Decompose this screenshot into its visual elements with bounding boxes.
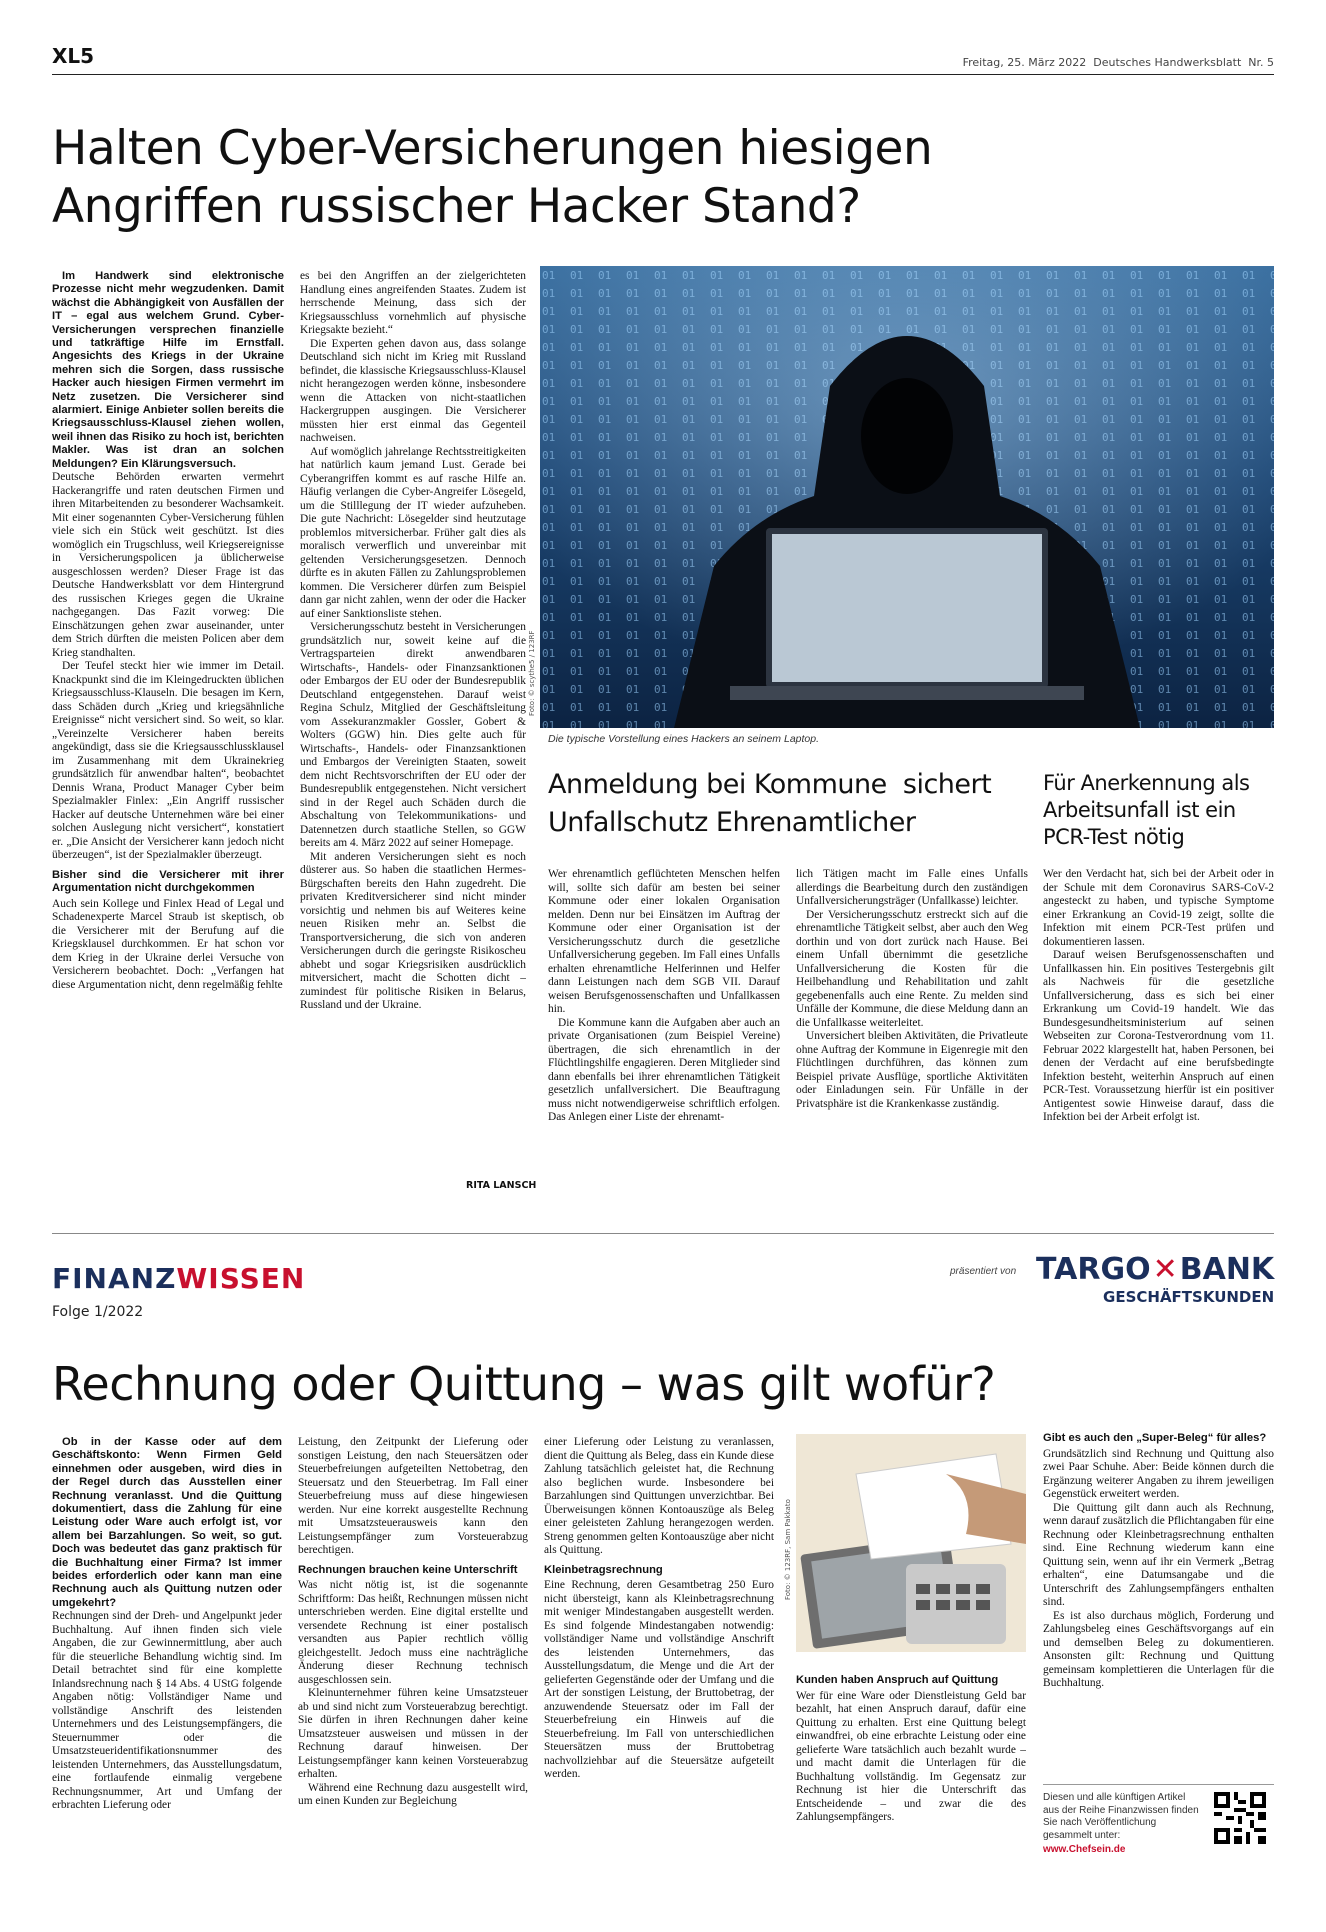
finanzwissen-logo-part2: WISSEN <box>176 1262 306 1295</box>
finanz-subheading: Gibt es auch den „Super-Beleg“ für alles? <box>1043 1432 1267 1444</box>
cyber-headline <box>52 120 932 236</box>
finanzwissen-logo-part1: FINANZ <box>52 1262 177 1295</box>
cyber-subheading: Bisher sind die Versicherer mit ihrer Argumentation nicht durchgekommen <box>52 868 284 895</box>
sponsor-subtitle: GESCHÄFTSKUNDEN <box>1103 1288 1275 1306</box>
cyber-para: Auch sein Kollege und Finlex Head of Legal und Schadenexperte Marcel Straub ist skeptisch, ob die Versicherer mit der Berufung auf die Kriegsklausel durchkommen. Er hat schon vor dem Krieg in der Ukraine derlei Versuche von Versicherern beobachtet. Doch: „Verfangen hat diese Argumentation nicht, denn regelmäßig fehlte <box>52 897 284 991</box>
finanz-para: einer Lieferung oder Leistung zu veranlassen, dient die Quittung als Beleg, dass ein Kunde diese Zahlung tatsächlich geleistet hat, die Rechnung also beglichen wurde. Insbesondere bei Barzahlungen sind Quittungen unverzichtbar. Bei Überweisungen können Kontoauszüge als Beleg einer geleisteten Zahlung herangezogen werden. Streng genommen gelten Kontoauszüge aber nicht als Quittung. <box>544 1436 774 1556</box>
finanz-para: Leistung, den Zeitpunkt der Lieferung oder sonstigen Leistung, den nach Steuersätzen oder Steuerbefreiungen aufgeteilten Nettobetrag, den Steuersatz und den Steuerbetrag. Im Fall einer Steuerbefreiung muss auf diese hingewiesen werden. Nur eine korrekt ausgestellte Rechnung mit Umsatzsteuerausweis kann den Leistungsempfänger zum Vorsteuerabzug berechtigen. <box>298 1436 528 1556</box>
cyber-para: Auf womöglich jahrelange Rechtsstreitigkeiten hat natürlich kaum jemand Lust. Gerade bei Cyberangriffen kommt es auf rasche Hilfe an. Häufig verlangen die Cyber-Angreifer Lösegeld, um die Stilllegung der IT wieder aufzuheben. Die gute Nachricht: Lösegelder sind heutzutage problemlos mitversicherbar. Früher galt dies als moralisch verwerflich und unvereinbar mit geltenden Versicherungsgesetzen. Dennoch dürfte es in akuten Fällen zu Zahlungsproblemen kommen. Die Versicherer dürfen zum Beispiel dann gar nicht zahlen, wenn der oder die Hacker auf einer Sanktionsliste stehen. <box>300 445 526 620</box>
section-label: XL5 <box>52 44 95 68</box>
finance-photo <box>796 1434 1026 1652</box>
sponsor-logo <box>1036 1254 1274 1308</box>
ehrenamt-para: Wer ehrenamtlich geflüchteten Menschen helfen will, sollte sich dafür am besten bei seiner Kommune oder einer lokalen Organisation melden. Denn nur bei Einsätzen im Auftrag der Kommune oder einer Organisation ist der Versicherungsschutz durch die gesetzliche Unfallversicherung gegeben. Im Fall eines Unfalls erhalten ehrenamtliche Helferinnen und Helfer dann Leistungen nach dem SGB VII. Darauf weisen Berufsgenossenschaften und Unfallkassen hin. <box>548 868 780 1015</box>
sponsor-name-part2: BANK <box>1179 1252 1275 1287</box>
qr-code-icon[interactable] <box>1214 1792 1266 1844</box>
finanz-column-4 <box>796 1674 1026 1886</box>
pcr-para: Wer den Verdacht hat, sich bei der Arbeit oder in der Schule mit dem Coronavirus SARS-CoV-2 angesteckt zu haben, und typische Symptome einer Erkrankung an Covid-19 zeigt, sollte die Infektion mit einem PCR-Test prüfen und dokumentieren lassen. <box>1043 868 1274 948</box>
dateline: Freitag, 25. März 2022 Deutsches Handwerksblatt Nr. 5 <box>962 56 1274 69</box>
ehrenamt-para: lich Tätigen macht im Falle eines Unfalls allerdings die Bearbeitung durch den zuständigen Unfallversicherungsträger (Unfallkasse) leichter. <box>796 868 1028 907</box>
finanz-subheading: Kunden haben Anspruch auf Quittung <box>796 1674 999 1686</box>
finanz-column-5 <box>1043 1432 1274 1754</box>
finanz-subheading: Rechnungen brauchen keine Unterschrift <box>298 1563 518 1576</box>
image-caption: Die typische Vorstellung eines Hackers an seinem Laptop. <box>548 733 820 745</box>
pcr-headline-line2: Arbeitsunfall ist ein <box>1043 798 1236 822</box>
info-box <box>1043 1792 1203 1857</box>
photo-credit: Foto: © scythe5 / 123RF <box>528 630 536 716</box>
finanz-column-2 <box>298 1436 528 1884</box>
finanz-para: Wer für eine Ware oder Dienstleistung Geld bar bezahlt, hat einen Anspruch darauf, dafür eine Quittung zu erhalten. Erst eine Quittung belegt einwandfrei, ob eine erbrachte Leistung oder eine gelieferte Ware tatsächlich auch bezahlt wurde – und macht damit die Unterlagen für die Buchhaltung vollständig. Im Gegensatz zur Rechnung ist hier die Unterschrift das Entscheidende – und zwar die des Zahlungsempfängers. <box>796 1689 1026 1823</box>
finance-illustration <box>796 1434 1026 1652</box>
finanz-para: Die Quittung gilt dann auch als Rechnung, wenn darauf zusätzlich die Pflichtangaben für eine Rechnung oder Kleinbetragsrechnung enthalten sind. Eine Rechnung wiederum kann eine Quittung sein, wenn auf ihr ein Vermerk „Betrag erhalten“, eine Datumsangabe und die Unterschrift des Zahlungsempfängers enthalten sind. <box>1043 1501 1274 1608</box>
info-link[interactable]: www.Chefsein.de <box>1043 1844 1126 1855</box>
ehrenamt-column-2 <box>796 868 1028 1196</box>
sponsor-x-icon: ✕ <box>1152 1252 1178 1287</box>
finanz-para: Es ist also durchaus möglich, Forderung und Zahlungsbeleg eines Geschäftsvorgangs auf ein und demselben Beleg zu dokumentieren. Ansonsten gilt: Rechnung und Quittung gemeinsam komplettieren die Unterlagen für die Buchhaltung. <box>1043 1609 1274 1689</box>
cyber-lead: Im Handwerk sind elektronische Prozesse nicht mehr wegzudenken. Damit wächst die Abhängigkeit von Ausfällen der IT – egal aus welchem Grund. Cyber-Versicherungen versprechen finanzielle und tatkräftige Hilfe im Ernstfall. Angesichts des Kriegs in der Ukraine mehren sich die Sorgen, dass russische Hacker auch hiesigen Firmen vermehrt im Netz zusetzen. Die Versicherer sind alarmiert. Einige Anbieter sollen bereits die Kriegsausschluss-Klausel ziehen wollen, weil ihnen das Risiko zu hoch ist, berichten Makler. Was ist dran an solchen Meldungen? Ein Klärungsversuch. <box>52 270 284 470</box>
presented-by: präsentiert von <box>950 1266 1017 1277</box>
ehrenamt-para: Die Kommune kann die Aufgaben aber auch an private Organisationen (zum Beispiel Vereine) übertragen, die sich ehrenamtlich in der Flüchtlingshilfe engagieren. Deren Mitglieder sind dann ebenfalls bei ihrer ehrenamtlichen Tätigkeit gesetzlich unfallversichert. Die Beauftragung muss nicht notwendigerweise schriftlich erfolgen. Das Anlegen einer Liste der ehrenamt- <box>548 1016 780 1123</box>
info-text: Diesen und alle künftigen Artikel aus der Reihe Finanzwissen finden Sie nach Veröffentlichung gesammelt unter: <box>1043 1792 1199 1841</box>
sponsor-name-part1: TARGO <box>1036 1252 1151 1287</box>
finanz-column-1 <box>52 1436 282 1884</box>
finanz-para: Grundsätzlich sind Rechnung und Quittung also zwei Paar Schuhe. Aber: Beide können durch die Ergänzung weiterer Angaben zu ihrem jeweiligen Gegenstück erweitert werden. <box>1043 1447 1274 1500</box>
cyber-para: Die Experten gehen davon aus, dass solange Deutschland sich nicht im Krieg mit Russland befindet, die klassische Kriegsausschluss-Klausel nicht herangezogen werden könne, insbesondere wenn die Attacken von nicht-staatlichen Hackergruppen ausgingen. Die Versicherer müssten hier erst einmal das Gegenteil nachweisen. <box>300 337 526 444</box>
cyber-column-1 <box>52 270 284 1190</box>
hacker-illustration <box>540 266 1274 728</box>
pcr-headline <box>1043 770 1250 851</box>
finance-photo-credit: Foto: © 123RF, Sam Pakkato <box>784 1499 792 1600</box>
pcr-para: Darauf weisen Berufsgenossenschaften und Unfallkassen hin. Ein positives Testergebnis gilt als Nachweis für die gesetzliche Unfallversicherung, dass es sich bei einer Erkrankung um Covid-19 handelt. Wie das Bundesgesundheitsministerium auf seinen Webseiten zur Corona-Testverordnung vom 11. Februar 2022 klargestellt hat, haben Personen, bei denen der Verdacht auf eine berufsbedingte Infektion besteht, weiterhin Anspruch auf einen PCR-Test. Voraussetzung hierfür ist ein positiver Antigentest sowie Hinweise darauf, dass die Infektion bei der Arbeit erfolgt ist. <box>1043 949 1274 1123</box>
finanz-para: Während eine Rechnung dazu ausgestellt wird, um einen Kunden zur Begleichung <box>298 1781 528 1807</box>
pcr-headline-line1: Für Anerkennung als <box>1043 771 1250 795</box>
cyber-para: Der Teufel steckt hier wie immer im Detail. Knackpunkt sind die im Kleingedruckten üblichen Kriegsausschluss-Klauseln. Die besagen im Kern, dass Schäden durch „Krieg und kriegsähnliche Ereignisse“ nicht versichert sind. So weit, so klar. „Vereinzelte Versicherer haben bereits angekündigt, dass sie die Kriegsausschlussklausel im Zusammenhang mit dem Ukrainekrieg grundsätzlich für anwendbar halten“, beobachtet Dennis Wrana, Product Manager Cyber beim Spezialmakler Finlex: „Ein Angriff russischer Hacker auf deutsche Unternehmen wäre bei einer solchen Auslegung nicht versichert“, konstatiert er. „Die Ansicht der Versicherer kann jedoch nicht überzeugen“, ist der Spezialmakler überzeugt. <box>52 660 284 862</box>
finanz-para: Rechnungen sind der Dreh- und Angelpunkt jeder Buchhaltung. Auf ihnen finden sich viele Angaben, die zur Gewinnermittlung, aber auch für die steuerliche Behandlung wichtig sind. Im Detail betrachtet sind für eine komplette Inlandsrechnung nach § 14 Abs. 4 UStG folgende Angaben nötig: Vollständiger Name und vollständige Anschrift des leistenden Unternehmers und des Leistungsempfängers, die Steuernummer oder die Umsatzsteueridentifikationsnummer des leistenden Unternehmers, das Ausstellungsdatum, eine fortlaufende einmalig vergebene Rechnungsnummer, Art und Umfang der erbrachten Lieferung oder <box>52 1610 282 1812</box>
cyber-column-2 <box>300 270 526 1194</box>
finanz-subheading: Kleinbetragsrechnung <box>544 1563 663 1576</box>
finanz-para: Was nicht nötig ist, ist die sogenannte Schriftform: Das heißt, Rechnungen müssen nicht unterschrieben werden. Eine digital erstellte und versendete Rechnung ist einer postalisch versandten aus Papier rechtlich völlig gleichgestellt. Jedoch muss eine nachträgliche Änderung dieser Rechnung technisch ausgeschlossen sein. <box>298 1579 528 1686</box>
finanzwissen-logo <box>52 1262 305 1295</box>
cyber-para: Versicherungsschutz besteht in Versicherungen grundsätzlich nur, soweit keine auf die Vertragsparteien direkt anwendbaren Wirtschafts-, Handels- oder Finanzsanktionen oder Embargos der EU oder der Bundesrepublik Deutschland entgegenstehen. Darauf weist Regina Schulz, Mitglied der Geschäftsleitung vom Assekuranzmakler Gossler, Gobert & Wolters (GGW) hin. Dies gelte auch für Wirtschafts-, Handels- oder Finanzsanktionen und Embargos der Vereinigten Staaten, soweit dem nicht Rechtsvorschriften der EU oder der Bundesrepublik entgegenstehen. Nicht versichert sind in der Regel auch Schäden durch die Abschaltung von Telekommunikations- und Datennetzen durch staatliche Stellen, so GGW bereits am 4. März 2022 auf seiner Homepage. <box>300 621 526 849</box>
cyber-para: Mit anderen Versicherungen sieht es noch düsterer aus. So haben die staatlichen Hermes-Bürgschaften bereits den Hahn zugedreht. Die privaten Kreditversicherer sind nicht minder vorsichtig und nehmen bis auf Weiteres keine neuen Risiken mehr an. Selbst die Transportversicherung, die sich von anderen Versicherungen durch die geringste Risikoscheu abhebt und sogar Kriegsrisiken ausdrücklich mitversichert, macht die Schotten dicht – zumindest für politische Risiken in Belarus, Russland und der Ukraine. <box>300 850 526 1011</box>
cyber-para: es bei den Angriffen an der zielgerichteten Handlung eines angreifenden Staates. Zudem ist herrschende Meinung, dass sich der Kriegsausschluss vornehmlich auf physische Kriegsakte bezieht.“ <box>300 270 526 336</box>
section-rule <box>52 1233 1274 1234</box>
ehrenamt-headline <box>548 766 991 842</box>
finanz-para: Eine Rechnung, deren Gesamtbetrag 250 Euro nicht übersteigt, kann als Kleinbetragsrechnung mit weniger Mindestangaben ausgestellt werden. Es sind folgende Mindestangaben notwendig: vollständiger Name und vollständige Anschrift des leistenden Unternehmers, das Ausstellungsdatum, die Menge und die Art der gelieferten Gegenstände oder der Umfang und die Art der sonstigen Leistung, der Bruttobetrag, der anzuwendende Steuersatz oder im Fall der Steuerbefreiung ein Hinweis auf die Steuerbefreiung. Im Fall von unterschiedlichen Steuersätzen muss der Bruttobetrag nachvollziehbar auf die Steuersätze aufgeteilt werden. <box>544 1579 774 1780</box>
ehrenamt-headline-line2: Unfallschutz Ehrenamtlicher <box>548 807 916 838</box>
hacker-photo <box>540 266 1274 728</box>
cyber-headline-line1: Halten Cyber-Versicherungen hiesigen <box>52 121 933 176</box>
header-rule <box>52 74 1274 75</box>
finanz-column-3 <box>544 1436 774 1884</box>
ehrenamt-para: Unversichert bleiben Aktivitäten, die Privatleute ohne Auftrag der Kommune in Eigenregie mit den Flüchtlingen durchführen, das können zum Beispiel private Ausflüge, sportliche Aktivitäten oder Einladungen sein. Für Unfälle in der Privatsphäre ist die Krankenkasse zuständig. <box>796 1030 1028 1110</box>
pcr-column <box>1043 868 1274 1196</box>
finanz-para: Kleinunternehmer führen keine Umsatzsteuer ab und sind nicht zum Vorsteuerabzug berechtigt. Sie dürfen in ihren Rechnungen daher keine Umsatzsteuer ausweisen und müssen in der Rechnung darauf hinweisen. Der Leistungsempfänger kann keinen Vorsteuerabzug erhalten. <box>298 1687 528 1780</box>
finanz-headline: Rechnung oder Quittung – was gilt wofür? <box>52 1357 996 1411</box>
ehrenamt-para: Der Versicherungsschutz erstreckt sich auf die ehrenamtliche Tätigkeit selbst, aber auch den Weg dorthin und von dort zurück nach Hause. Bei einem Unfall übernimmt die gesetzliche Unfallversicherung die Kosten für die Heilbehandlung und Rehabilitation und zahlt gegebenenfalls auch eine Rente. Zu melden sind Unfälle der Kommune, die diese Meldung dann an die Unfallkasse weiterleitet. <box>796 908 1028 1029</box>
qr-code-graphic <box>1214 1792 1266 1844</box>
pcr-headline-line3: PCR-Test nötig <box>1043 825 1185 849</box>
series-number: Folge 1/2022 <box>52 1304 144 1320</box>
info-box-rule <box>1043 1784 1274 1785</box>
finanz-lead: Ob in der Kasse oder auf dem Geschäftskonto: Wenn Firmen Geld einnehmen oder ausgeben, wird dies in der Regel durch das Ausstellen einer Rechnung veranlasst. Und die Quittung dokumentiert, dass die Zahlung für eine Leistung oder Ware auch erfolgt ist, vor allem bei Barzahlungen. So weit, so gut. Doch was bedeutet das ganz praktisch für die Buchhaltung einer Firma? Ist immer beides erforderlich oder kann man eine Rechnung auch als Quittung nutzen oder umgekehrt? <box>52 1436 282 1609</box>
cyber-para: Deutsche Behörden erwarten vermehrt Hackerangriffe und raten deutschen Firmen und ihren Mitarbeitenden zu besonderer Wachsamkeit. Mit einer sogenannten Cyber-Versicherung fühlen viele sich ein Stück weit geschützt. Ist dies womöglich ein Trugschluss, weil Kriegsereignisse in Versicherungspolicen ja üblicherweise ausgeschlossen werden? Dieser Frage ist das Deutsche Handwerksblatt vor dem Hintergrund des russischen Krieges gegen die Ukraine nachgegangen. Das Fazit vorweg: Die Einschätzungen gehen zwar auseinander, unter dem Strich dürften die meisten Policen aber dem Krieg standhalten. <box>52 471 284 659</box>
ehrenamt-column-1 <box>548 868 780 1196</box>
author-byline: RITA LANSCH <box>466 1180 537 1191</box>
cyber-headline-line2: Angriffen russischer Hacker Stand? <box>52 179 861 234</box>
ehrenamt-headline-line1: Anmeldung bei Kommune sichert <box>548 769 992 800</box>
